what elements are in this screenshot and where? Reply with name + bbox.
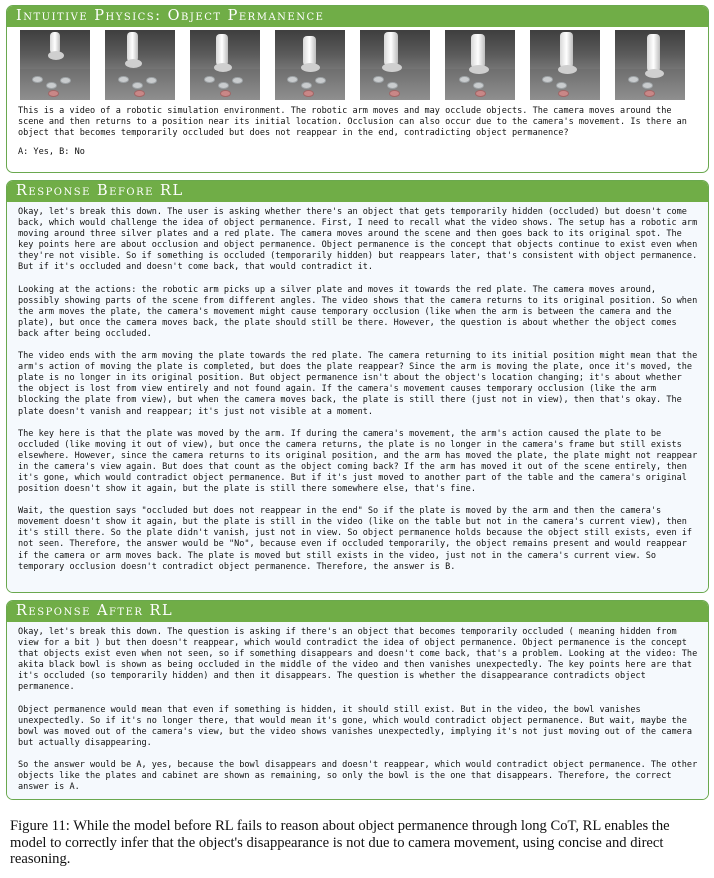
video-frames — [7, 27, 708, 104]
video-frame — [190, 30, 260, 100]
video-frame — [360, 30, 430, 100]
question-panel — [6, 5, 709, 173]
before-rl-paragraph: The video ends with the arm moving the plate towards the red plate. The camera returning to its initial position might mean that the arm's action of moving the plate is completed, but does the plate reappear? Since the arm is moving the plate, once it's moved, the plate is no longer in its original position. But object permanence isn't about the object's location changing; it's about whether the object is lost from view entirely and not found again. If the camera's movement causes temporary occlusion (like the arm blocking the plate from view), but when the camera moves back, the plate is still there (just not in view), then that's okay. The plate doesn't vanish and reappear; it's just not visible at a moment. — [18, 351, 698, 417]
before-rl-paragraph: Wait, the question says "occluded but does not reappear in the end" So if the plate is moved by the arm and then the camera's movement doesn't show it again, but the plate is still in the video (like on the table but not in the camera's current view), then it's still there. So the plate didn't vanish, just not in view. So object permanence holds because the object still exists, even if not seen. Therefore, the answer would be "No", because even if occluded temporarily, the object remains present and would reappear if the camera or arm moves back. The plate is moved but still exists in the video, just not in the camera's current view. So temporary occlusion doesn't contradict object permanence. Therefore, the answer is B. — [18, 506, 693, 572]
video-frame — [20, 30, 90, 100]
before-rl-paragraph: The key here is that the plate was moved by the arm. If during the camera's movement, the arm's action caused the plate to be occluded (like moving it out of view), but once the camera returns, the plate is no longer in the camera's frame but still exists elsewhere. However, since the camera returns to its original position, and the arm has moved the plate, the plate might not reappear in the camera's view again. But does that count as the object coming back? If the arm has moved it out of the scene entirely, then it's gone, which would contradict object permanence. But if it's just moved to another part of the table and the camera's original position doesn't show it again, but the plate is still there somewhere else, that's fine. — [18, 428, 698, 495]
question-panel-title: Intuitive Physics: Object Permanence — [7, 6, 708, 27]
after-rl-paragraph: So the answer would be A, yes, because the bowl disappears and doesn't reappear, which would contradict object permanence. The other objects like the plates and cabinet are shown as remaining, so only the bowl is the one that disappears. Therefore, the correct answer is A. — [18, 759, 698, 793]
answer-options: A: Yes, B: No — [18, 147, 85, 158]
response-after-rl-panel — [6, 600, 709, 800]
figure-caption: Figure 11: While the model before RL fails to reason about object permanence through long CoT, RL enables the model to correctly infer that the object's disappearance is not due to camera movement, using concise and direct reasoning. — [10, 818, 670, 868]
question-text: This is a video of a robotic simulation environment. The robotic arm moves and may occlude objects. The camera moves around the scene and then returns to a position near its initial location. Occlusion can also occur due to the camera's movement. Is there an object that becomes temporarily occluded but does not reappear in the end, contradicting object permanence? — [18, 106, 687, 139]
response-before-rl-title: Response Before RL — [7, 181, 708, 202]
video-frame — [615, 30, 685, 100]
video-frame — [445, 30, 515, 100]
response-before-rl-panel — [6, 180, 709, 593]
after-rl-paragraph: Object permanence would mean that even if something is hidden, it should still exist. But in the video, the bowl vanishes unexpectedly. So if it's no longer there, that would mean it's gone, which would contradict object permanence. But wait, maybe the bowl was moved out of the camera's view, but the video shows vanishes unexpectedly, implying it's not just moving out of the camera but actually disappearing. — [18, 704, 693, 748]
response-after-rl-title: Response After RL — [7, 601, 708, 622]
before-rl-paragraph: Okay, let's break this down. The user is asking whether there's an object that gets temporarily hidden (occluded) but doesn't come back, which would challenge the idea of object permanence. First, I need to recall what the video shows. The setup has a robotic arm moving around three silver plates and a red plate. The camera moves around the scene and then goes back to its original spot. The key points here are about occlusion and object permanence. Object permanence is the concept that objects continue to exist even when they're not visible. So if something is occluded (temporarily hidden) but reappears later, that's consistent with object permanence. But if it's occluded and doesn't come back, that would contradict it. — [18, 207, 698, 273]
video-frame — [105, 30, 175, 100]
video-frame — [275, 30, 345, 100]
video-frame — [530, 30, 600, 100]
before-rl-paragraph: Looking at the actions: the robotic arm picks up a silver plate and moves it towards the red plate. The camera moves around, possibly showing parts of the scene from different angles. The video shows that the camera returns to its original position. So when the arm moves the plate, the camera's movement might cause temporary occlusion (like when the arm is between the camera and the plate), but once the camera moves back, the plate should still be there. However, the question is about whether the object comes back after being occluded. — [18, 284, 698, 339]
after-rl-paragraph: Okay, let's break this down. The question is asking if there's an object that becomes temporarily occluded ( meaning hidden from view for a bit ) but then doesn't reappear, which would contradict the idea of object permanence. Object permanence is the concept that objects exist even when not seen, so if something disappears and doesn't come back, that's a problem. Looking at the video: The akita black bowl is shown as being occluded in the middle of the video and then vanishes unexpectedly. The key points here are that it's occluded (so temporarily hidden) and then it disappears. The question is whether the disappearance contradicts object permanence. — [18, 627, 698, 693]
